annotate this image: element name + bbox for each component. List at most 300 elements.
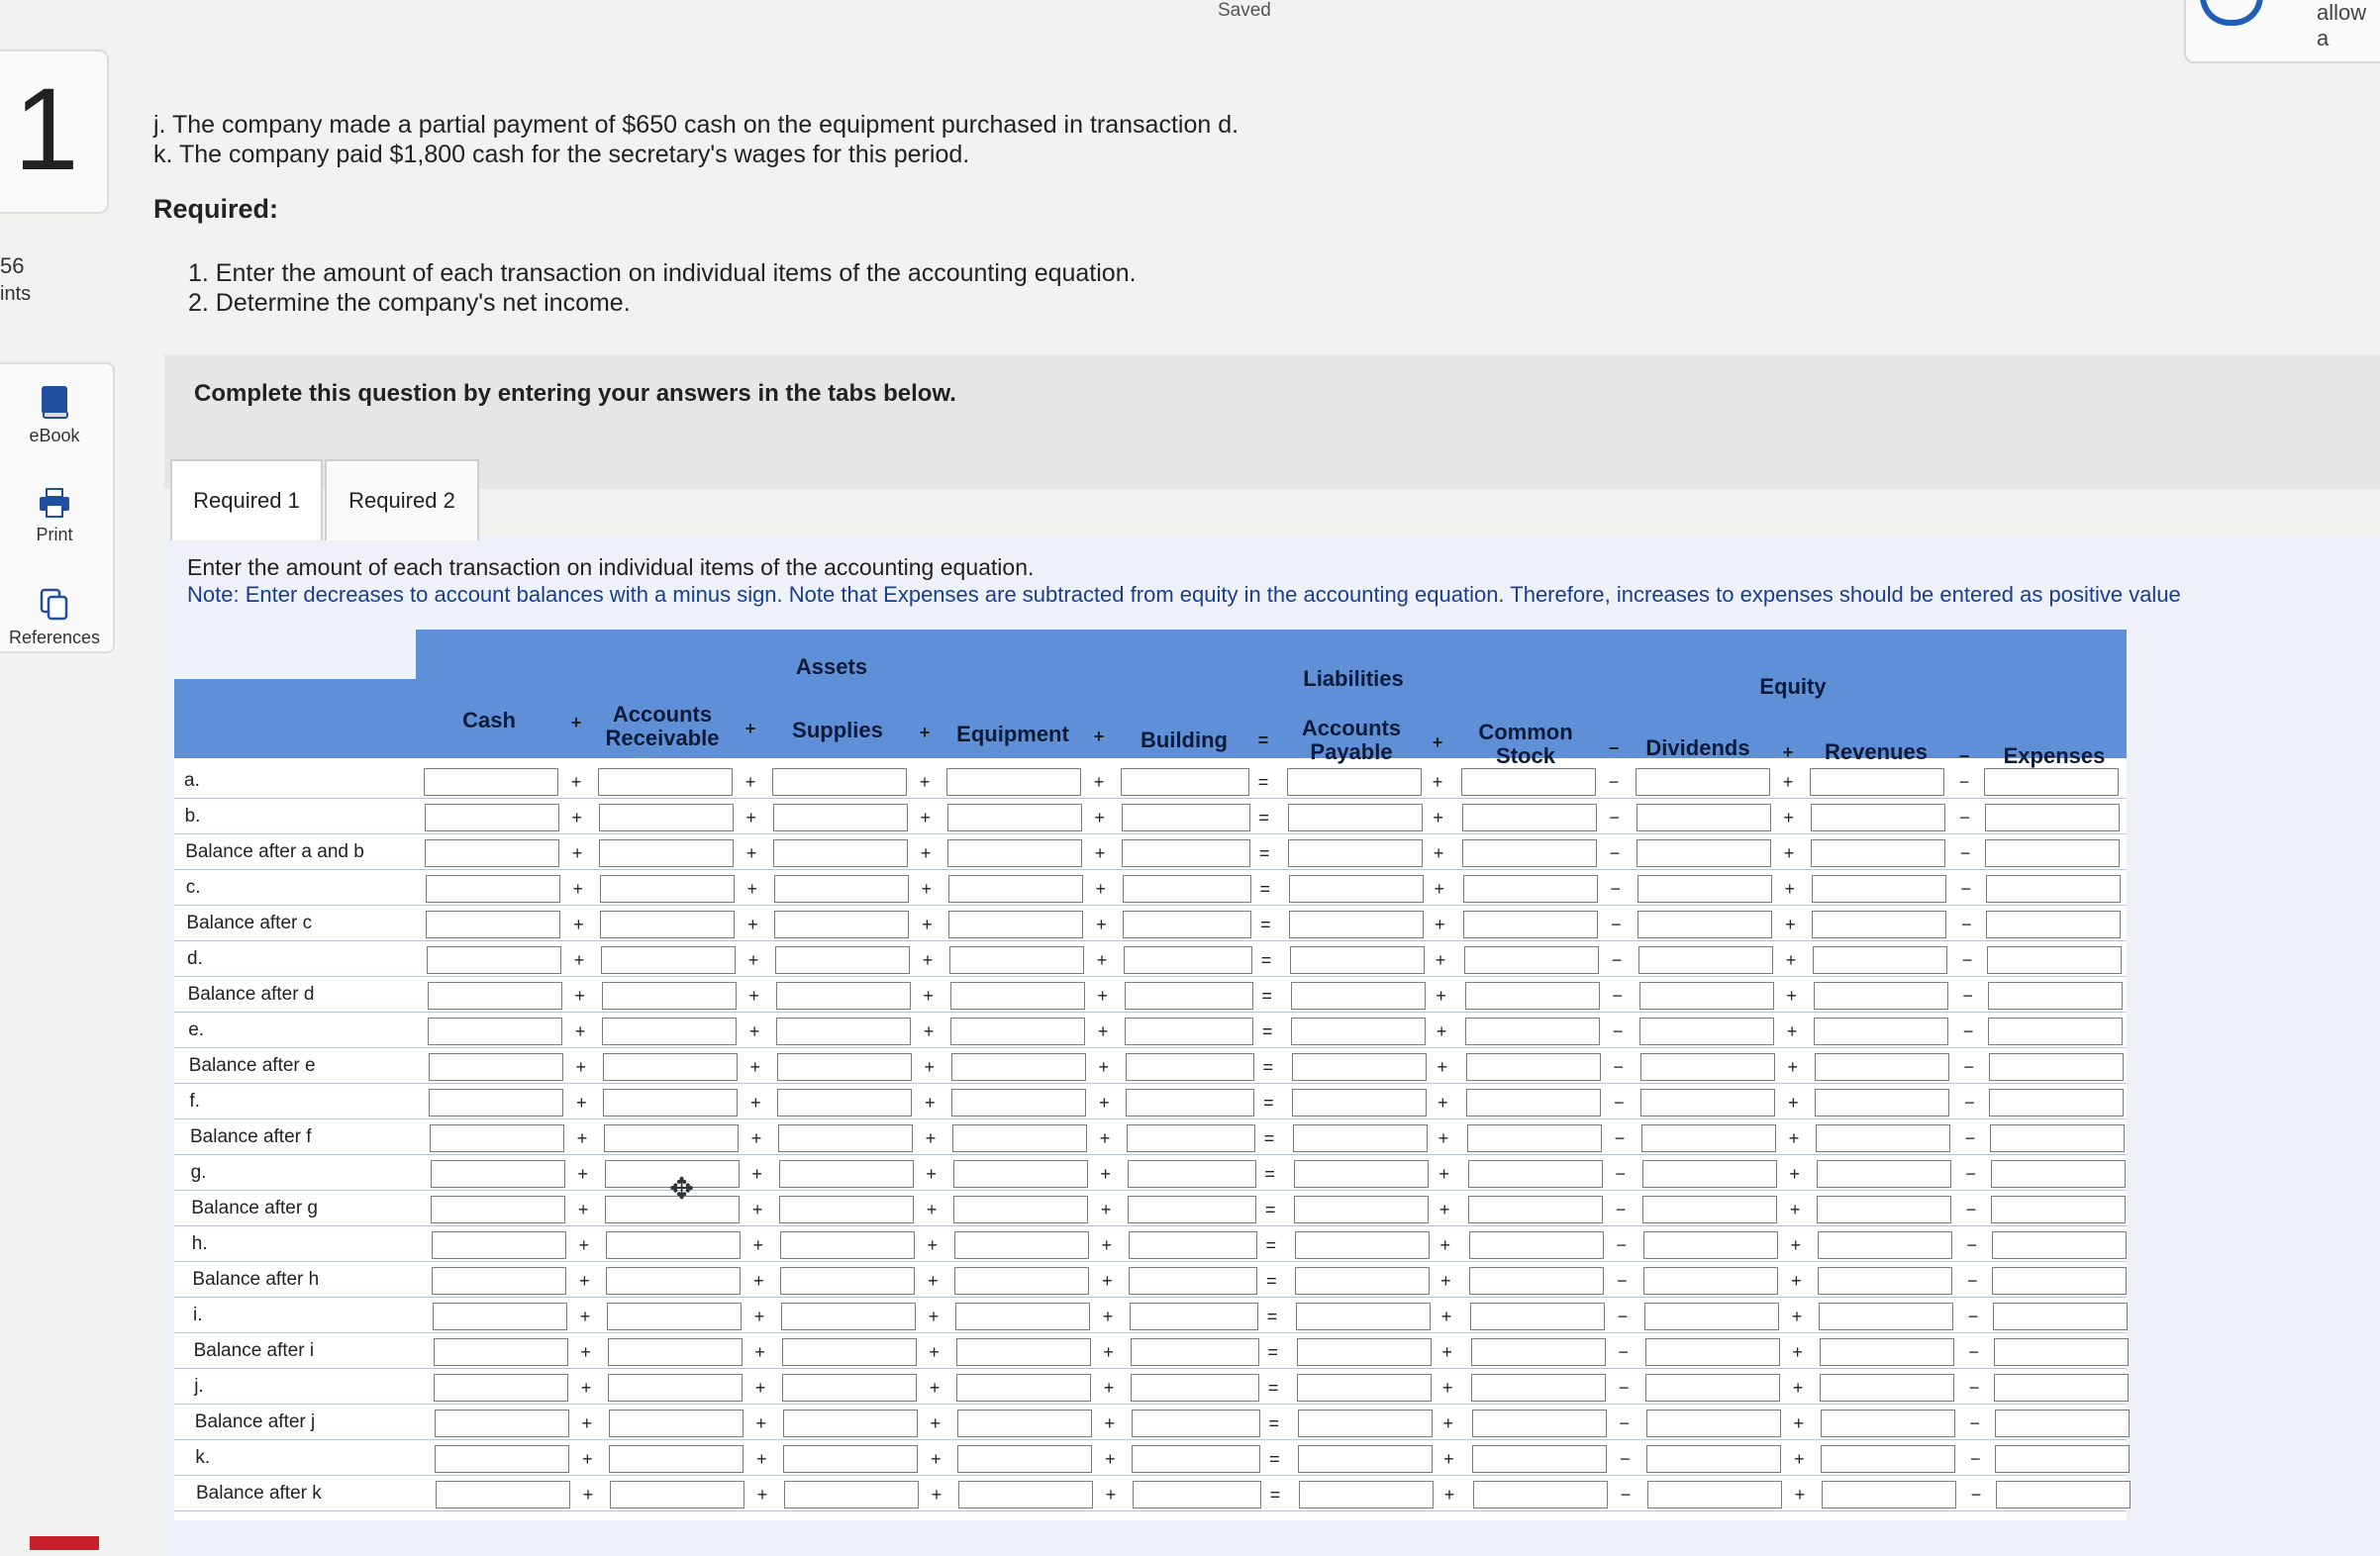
amount-input-accounts-receivable[interactable]	[604, 1124, 739, 1152]
row-operator: +	[925, 1128, 937, 1148]
amount-input-cash[interactable]	[428, 1018, 562, 1045]
amount-input-revenues[interactable]	[1814, 1018, 1948, 1045]
row-operator: +	[1105, 1485, 1117, 1505]
row-operator: −	[1963, 1057, 1975, 1077]
amount-input-expenses[interactable]	[1988, 982, 2123, 1010]
amount-input-dividends[interactable]	[1636, 768, 1770, 796]
amount-input-revenues[interactable]	[1812, 911, 1946, 938]
amount-input-revenues[interactable]	[1817, 1160, 1951, 1188]
amount-input-accounts-payable[interactable]	[1298, 1445, 1433, 1473]
required-heading: Required:	[153, 194, 279, 224]
amount-input-common-stock[interactable]	[1469, 1231, 1604, 1259]
amount-input-dividends[interactable]	[1642, 1196, 1777, 1223]
amount-input-accounts-payable[interactable]	[1298, 1410, 1433, 1437]
row-operator: +	[750, 1093, 761, 1113]
amount-input-accounts-payable[interactable]	[1294, 1160, 1429, 1188]
amount-input-dividends[interactable]	[1646, 1445, 1781, 1473]
amount-input-cash[interactable]	[424, 768, 558, 796]
row-divider	[174, 1368, 2127, 1369]
amount-input-accounts-receivable[interactable]	[603, 1089, 738, 1117]
amount-input-accounts-payable[interactable]	[1287, 768, 1422, 796]
amount-input-building[interactable]	[1125, 982, 1253, 1010]
amount-input-cash[interactable]	[427, 946, 561, 974]
row-label: c.	[185, 877, 201, 898]
amount-input-equipment[interactable]	[947, 804, 1082, 831]
row-divider	[174, 1439, 2127, 1440]
amount-input-accounts-payable[interactable]	[1289, 911, 1424, 938]
amount-input-revenues[interactable]	[1820, 1338, 1954, 1366]
amount-input-equipment[interactable]	[954, 1231, 1089, 1259]
amount-input-expenses[interactable]	[1988, 1018, 2123, 1045]
row-operator: +	[576, 1093, 587, 1113]
amount-input-cash[interactable]	[432, 1231, 566, 1259]
row-operator: −	[1967, 1307, 1979, 1326]
amount-input-revenues[interactable]	[1813, 946, 1947, 974]
amount-input-supplies[interactable]	[784, 1481, 919, 1508]
amount-input-expenses[interactable]	[1995, 1410, 2130, 1437]
book-icon	[40, 384, 69, 420]
amount-input-revenues[interactable]	[1817, 1196, 1951, 1223]
amount-input-building[interactable]	[1124, 946, 1252, 974]
amount-input-revenues[interactable]	[1821, 1445, 1955, 1473]
amount-input-cash[interactable]	[431, 1196, 565, 1223]
tab-required-2[interactable]: Required 2	[325, 459, 479, 540]
amount-input-dividends[interactable]	[1636, 839, 1771, 867]
amount-input-dividends[interactable]	[1647, 1481, 1782, 1508]
amount-input-common-stock[interactable]	[1464, 946, 1599, 974]
row-divider	[174, 869, 2127, 870]
amount-input-revenues[interactable]	[1822, 1481, 1956, 1508]
amount-input-equipment[interactable]	[957, 1445, 1092, 1473]
row-operator: =	[1260, 915, 1271, 934]
amount-input-supplies[interactable]	[773, 839, 908, 867]
row-operator: +	[582, 1449, 593, 1469]
row-operator: +	[572, 879, 584, 899]
amount-input-expenses[interactable]	[1989, 1089, 2124, 1117]
amount-input-supplies[interactable]	[783, 1410, 918, 1437]
amount-input-equipment[interactable]	[953, 1196, 1088, 1223]
row-operator: +	[930, 1413, 942, 1433]
row-operator: +	[1102, 1307, 1114, 1326]
row-operator: =	[1264, 1164, 1275, 1184]
amount-input-revenues[interactable]	[1818, 1267, 1952, 1295]
amount-input-common-stock[interactable]	[1472, 1445, 1607, 1473]
amount-input-equipment[interactable]	[948, 911, 1083, 938]
amount-input-supplies[interactable]	[783, 1445, 918, 1473]
amount-input-supplies[interactable]	[779, 1160, 914, 1188]
amount-input-accounts-receivable[interactable]	[609, 1410, 744, 1437]
instruction-text: Complete this question by entering your answers in the tabs below.	[194, 380, 956, 407]
row-operator: −	[1618, 1378, 1630, 1398]
amount-input-expenses[interactable]	[1987, 946, 2122, 974]
row-label: i.	[193, 1305, 203, 1325]
row-operator: +	[1791, 1307, 1803, 1326]
amount-input-accounts-receivable[interactable]	[599, 804, 734, 831]
amount-input-accounts-payable[interactable]	[1290, 946, 1425, 974]
amount-input-revenues[interactable]	[1812, 875, 1946, 903]
amount-input-accounts-receivable[interactable]	[601, 946, 736, 974]
ebook-button[interactable]	[0, 384, 109, 446]
row-label: d.	[187, 948, 203, 969]
amount-input-revenues[interactable]	[1810, 768, 1944, 796]
row-operator: +	[1438, 1128, 1449, 1148]
row-operator: +	[1433, 843, 1444, 863]
hdr-op-2: +	[744, 719, 756, 738]
row-operator: =	[1257, 772, 1269, 792]
amount-input-cash[interactable]	[434, 1338, 568, 1366]
row-divider	[174, 1154, 2127, 1155]
transaction-k-text: k. The company paid $1,800 cash for the secretary's wages for this period.	[153, 141, 970, 168]
amount-input-building[interactable]	[1131, 1338, 1259, 1366]
amount-input-supplies[interactable]	[781, 1303, 916, 1330]
amount-input-common-stock[interactable]	[1463, 875, 1598, 903]
row-operator: +	[1103, 1378, 1115, 1398]
amount-input-common-stock[interactable]	[1469, 1267, 1604, 1295]
amount-input-common-stock[interactable]	[1468, 1160, 1603, 1188]
amount-input-dividends[interactable]	[1640, 1053, 1775, 1081]
amount-input-expenses[interactable]	[1985, 839, 2120, 867]
amount-input-equipment[interactable]	[958, 1481, 1093, 1508]
row-operator: −	[1966, 1235, 1978, 1255]
amount-input-building[interactable]	[1129, 1231, 1257, 1259]
amount-input-cash[interactable]	[426, 875, 560, 903]
amount-input-expenses[interactable]	[1991, 1196, 2126, 1223]
col-building: Building	[1140, 728, 1228, 752]
amount-input-building[interactable]	[1129, 1267, 1257, 1295]
amount-input-revenues[interactable]	[1811, 804, 1945, 831]
row-divider	[174, 1297, 2127, 1298]
amount-input-supplies[interactable]	[780, 1231, 915, 1259]
row-operator: +	[929, 1378, 941, 1398]
row-operator: +	[921, 879, 933, 899]
amount-input-building[interactable]	[1127, 1124, 1255, 1152]
row-operator: +	[1096, 950, 1108, 970]
row-operator: −	[1620, 1485, 1632, 1505]
amount-input-building[interactable]	[1128, 1196, 1256, 1223]
amount-input-equipment[interactable]	[951, 1089, 1086, 1117]
row-operator: +	[922, 915, 933, 934]
amount-input-dividends[interactable]	[1643, 1267, 1778, 1295]
group-assets: Assets	[795, 654, 868, 679]
amount-input-expenses[interactable]	[1984, 768, 2119, 796]
amount-input-dividends[interactable]	[1637, 875, 1772, 903]
row-operator: −	[1613, 1057, 1625, 1077]
amount-input-cash[interactable]	[425, 804, 559, 831]
amount-input-dividends[interactable]	[1642, 1160, 1777, 1188]
row-operator: +	[1790, 1235, 1802, 1255]
amount-input-accounts-payable[interactable]	[1297, 1338, 1432, 1366]
amount-input-equipment[interactable]	[950, 982, 1085, 1010]
amount-input-equipment[interactable]	[953, 1160, 1088, 1188]
row-operator: −	[1962, 1021, 1974, 1041]
references-icon	[40, 588, 69, 622]
amount-input-building[interactable]	[1125, 1018, 1253, 1045]
amount-input-equipment[interactable]	[946, 768, 1081, 796]
amount-input-expenses[interactable]	[1989, 1053, 2124, 1081]
amount-input-dividends[interactable]	[1636, 804, 1771, 831]
amount-input-accounts-payable[interactable]	[1292, 1089, 1427, 1117]
amount-input-cash[interactable]	[435, 1410, 569, 1437]
amount-input-accounts-payable[interactable]	[1295, 1231, 1430, 1259]
row-operator: +	[1789, 1164, 1800, 1184]
amount-input-accounts-payable[interactable]	[1294, 1196, 1429, 1223]
amount-input-supplies[interactable]	[776, 982, 911, 1010]
amount-input-accounts-payable[interactable]	[1291, 982, 1426, 1010]
amount-input-common-stock[interactable]	[1463, 911, 1598, 938]
amount-input-cash[interactable]	[435, 1445, 569, 1473]
row-divider	[174, 1332, 2127, 1333]
row-divider	[174, 1118, 2127, 1119]
question-number: 1	[14, 64, 79, 195]
row-operator: −	[1619, 1413, 1631, 1433]
row-operator: +	[1794, 1449, 1805, 1469]
amount-input-common-stock[interactable]	[1473, 1481, 1608, 1508]
amount-input-accounts-receivable[interactable]	[602, 982, 737, 1010]
row-operator: +	[1789, 1200, 1801, 1219]
amount-input-supplies[interactable]	[773, 804, 908, 831]
amount-input-revenues[interactable]	[1815, 1089, 1949, 1117]
amount-input-dividends[interactable]	[1639, 982, 1774, 1010]
amount-input-building[interactable]	[1122, 839, 1250, 867]
col-accounts-receivable: Accounts Receivable	[605, 702, 720, 750]
row-label: b.	[184, 806, 201, 827]
row-operator: +	[751, 1164, 762, 1184]
amount-input-expenses[interactable]	[1992, 1267, 2127, 1295]
amount-input-accounts-receivable[interactable]	[606, 1231, 741, 1259]
row-operator: +	[1792, 1378, 1804, 1398]
amount-input-equipment[interactable]	[957, 1410, 1092, 1437]
row-operator: =	[1263, 1128, 1275, 1148]
amount-input-accounts-payable[interactable]	[1288, 839, 1423, 867]
amount-input-cash[interactable]	[431, 1160, 565, 1188]
amount-input-equipment[interactable]	[956, 1338, 1091, 1366]
row-label: e.	[188, 1020, 205, 1040]
amount-input-expenses[interactable]	[1986, 875, 2121, 903]
amount-input-building[interactable]	[1130, 1303, 1258, 1330]
amount-input-common-stock[interactable]	[1471, 1374, 1606, 1402]
amount-input-expenses[interactable]	[1996, 1481, 2131, 1508]
row-label: Balance after c	[186, 913, 313, 933]
row-operator: =	[1258, 808, 1269, 827]
amount-input-common-stock[interactable]	[1462, 804, 1597, 831]
amount-input-expenses[interactable]	[1994, 1374, 2129, 1402]
amount-input-supplies[interactable]	[774, 911, 909, 938]
amount-input-accounts-payable[interactable]	[1296, 1303, 1431, 1330]
row-operator: +	[574, 1021, 586, 1041]
row-operator: +	[920, 808, 931, 827]
amount-input-equipment[interactable]	[952, 1124, 1087, 1152]
amount-input-expenses[interactable]	[1994, 1338, 2129, 1366]
amount-input-dividends[interactable]	[1643, 1231, 1778, 1259]
header-corner	[174, 630, 416, 679]
row-operator: +	[920, 843, 932, 863]
row-operator: +	[746, 879, 758, 899]
amount-input-expenses[interactable]	[1991, 1160, 2126, 1188]
amount-input-dividends[interactable]	[1641, 1124, 1776, 1152]
amount-input-supplies[interactable]	[782, 1338, 917, 1366]
amount-input-common-stock[interactable]	[1465, 1018, 1600, 1045]
references-button[interactable]	[0, 588, 109, 648]
amount-input-common-stock[interactable]	[1462, 839, 1597, 867]
amount-input-building[interactable]	[1126, 1089, 1254, 1117]
required-2-text: 2. Determine the company's net income.	[188, 289, 631, 317]
amount-input-revenues[interactable]	[1820, 1374, 1954, 1402]
amount-input-supplies[interactable]	[774, 875, 909, 903]
row-operator: +	[577, 1200, 589, 1219]
amount-input-revenues[interactable]	[1816, 1124, 1950, 1152]
row-operator: +	[1105, 1449, 1116, 1469]
col-revenues: Revenues	[1825, 739, 1928, 764]
amount-input-accounts-receivable[interactable]	[598, 768, 733, 796]
amount-input-supplies[interactable]	[775, 946, 910, 974]
amount-input-equipment[interactable]	[949, 946, 1084, 974]
amount-input-cash[interactable]	[428, 982, 562, 1010]
amount-input-supplies[interactable]	[777, 1053, 912, 1081]
amount-input-common-stock[interactable]	[1466, 1053, 1601, 1081]
amount-input-accounts-payable[interactable]	[1289, 875, 1424, 903]
amount-input-expenses[interactable]	[1993, 1303, 2128, 1330]
print-button[interactable]	[0, 487, 109, 545]
amount-input-dividends[interactable]	[1644, 1303, 1779, 1330]
amount-input-building[interactable]	[1123, 875, 1251, 903]
amount-input-accounts-payable[interactable]	[1288, 804, 1423, 831]
amount-input-dividends[interactable]	[1640, 1089, 1775, 1117]
row-operator: +	[1436, 986, 1446, 1006]
amount-input-common-stock[interactable]	[1461, 768, 1596, 796]
row-operator: −	[1968, 1342, 1979, 1362]
amount-input-accounts-payable[interactable]	[1291, 1018, 1426, 1045]
amount-input-equipment[interactable]	[954, 1267, 1089, 1295]
amount-input-accounts-receivable[interactable]	[608, 1338, 743, 1366]
amount-input-common-stock[interactable]	[1468, 1196, 1603, 1223]
amount-input-equipment[interactable]	[950, 1018, 1085, 1045]
row-operator: −	[1967, 1271, 1978, 1291]
amount-input-expenses[interactable]	[1995, 1445, 2130, 1473]
amount-input-revenues[interactable]	[1811, 839, 1945, 867]
row-operator: +	[1432, 772, 1443, 792]
amount-input-equipment[interactable]	[947, 839, 1082, 867]
row-operator: +	[1100, 1200, 1112, 1219]
amount-input-accounts-receivable[interactable]	[600, 875, 735, 903]
amount-input-expenses[interactable]	[1985, 804, 2120, 831]
amount-input-supplies[interactable]	[772, 768, 907, 796]
amount-input-accounts-receivable[interactable]	[600, 911, 735, 938]
amount-input-dividends[interactable]	[1645, 1338, 1780, 1366]
row-operator: +	[1788, 1093, 1799, 1113]
amount-input-revenues[interactable]	[1819, 1303, 1953, 1330]
amount-input-expenses[interactable]	[1990, 1124, 2125, 1152]
amount-input-accounts-receivable[interactable]	[606, 1267, 741, 1295]
amount-input-dividends[interactable]	[1638, 946, 1773, 974]
amount-input-cash[interactable]	[433, 1303, 567, 1330]
amount-input-common-stock[interactable]	[1470, 1303, 1605, 1330]
amount-input-building[interactable]	[1131, 1374, 1259, 1402]
amount-input-dividends[interactable]	[1637, 911, 1772, 938]
row-operator: +	[754, 1378, 766, 1398]
row-operator: −	[1608, 772, 1620, 792]
amount-input-cash[interactable]	[429, 1089, 563, 1117]
amount-input-cash[interactable]	[425, 839, 559, 867]
amount-input-building[interactable]	[1126, 1053, 1254, 1081]
amount-input-equipment[interactable]	[955, 1303, 1090, 1330]
amount-input-building[interactable]	[1122, 804, 1250, 831]
amount-input-equipment[interactable]	[951, 1053, 1086, 1081]
amount-input-common-stock[interactable]	[1465, 982, 1600, 1010]
amount-input-supplies[interactable]	[778, 1124, 913, 1152]
amount-input-expenses[interactable]	[1986, 911, 2121, 938]
amount-input-expenses[interactable]	[1992, 1231, 2127, 1259]
amount-input-accounts-receivable[interactable]	[609, 1445, 744, 1473]
amount-input-supplies[interactable]	[780, 1267, 915, 1295]
row-operator: +	[744, 772, 756, 792]
row-operator: +	[1099, 1128, 1111, 1148]
amount-input-accounts-payable[interactable]	[1299, 1481, 1434, 1508]
amount-input-dividends[interactable]	[1646, 1410, 1781, 1437]
row-operator: =	[1268, 1413, 1280, 1433]
amount-input-revenues[interactable]	[1818, 1231, 1952, 1259]
amount-input-building[interactable]	[1121, 768, 1249, 796]
amount-input-accounts-payable[interactable]	[1297, 1374, 1432, 1402]
row-operator: −	[1612, 986, 1623, 1006]
amount-input-cash[interactable]	[430, 1124, 564, 1152]
row-label: Balance after f	[190, 1126, 312, 1147]
amount-input-revenues[interactable]	[1821, 1410, 1955, 1437]
row-divider	[174, 833, 2127, 834]
amount-input-building[interactable]	[1123, 911, 1251, 938]
amount-input-accounts-receivable[interactable]	[608, 1374, 743, 1402]
amount-input-equipment[interactable]	[948, 875, 1083, 903]
amount-input-common-stock[interactable]	[1467, 1124, 1602, 1152]
amount-input-common-stock[interactable]	[1466, 1089, 1601, 1117]
amount-input-cash[interactable]	[436, 1481, 570, 1508]
amount-input-accounts-payable[interactable]	[1292, 1053, 1427, 1081]
amount-input-supplies[interactable]	[782, 1374, 917, 1402]
tab-required-1[interactable]: Required 1	[170, 459, 323, 540]
amount-input-equipment[interactable]	[956, 1374, 1091, 1402]
row-operator: +	[754, 1342, 765, 1362]
amount-input-building[interactable]	[1132, 1445, 1260, 1473]
amount-input-supplies[interactable]	[777, 1089, 912, 1117]
amount-input-accounts-payable[interactable]	[1295, 1267, 1430, 1295]
row-operator: +	[926, 1200, 938, 1219]
amount-input-cash[interactable]	[429, 1053, 563, 1081]
amount-input-building[interactable]	[1132, 1410, 1260, 1437]
row-operator: +	[755, 1413, 767, 1433]
amount-input-revenues[interactable]	[1814, 982, 1948, 1010]
row-operator: +	[571, 808, 582, 827]
row-divider	[174, 1047, 2127, 1048]
amount-input-accounts-receivable[interactable]	[603, 1053, 738, 1081]
amount-input-accounts-receivable[interactable]	[610, 1481, 744, 1508]
amount-input-revenues[interactable]	[1815, 1053, 1949, 1081]
saved-status: Saved	[1218, 0, 1271, 21]
amount-input-accounts-payable[interactable]	[1293, 1124, 1428, 1152]
amount-input-accounts-receivable[interactable]	[607, 1303, 742, 1330]
amount-input-accounts-receivable[interactable]	[599, 839, 734, 867]
amount-input-dividends[interactable]	[1645, 1374, 1780, 1402]
amount-input-cash[interactable]	[426, 911, 560, 938]
amount-input-supplies[interactable]	[779, 1196, 914, 1223]
amount-input-cash[interactable]	[434, 1374, 568, 1402]
amount-input-dividends[interactable]	[1639, 1018, 1774, 1045]
amount-input-cash[interactable]	[432, 1267, 566, 1295]
amount-input-common-stock[interactable]	[1471, 1338, 1606, 1366]
amount-input-building[interactable]	[1128, 1160, 1256, 1188]
amount-input-supplies[interactable]	[776, 1018, 911, 1045]
amount-input-common-stock[interactable]	[1472, 1410, 1607, 1437]
amount-input-building[interactable]	[1133, 1481, 1261, 1508]
amount-input-accounts-receivable[interactable]	[602, 1018, 737, 1045]
